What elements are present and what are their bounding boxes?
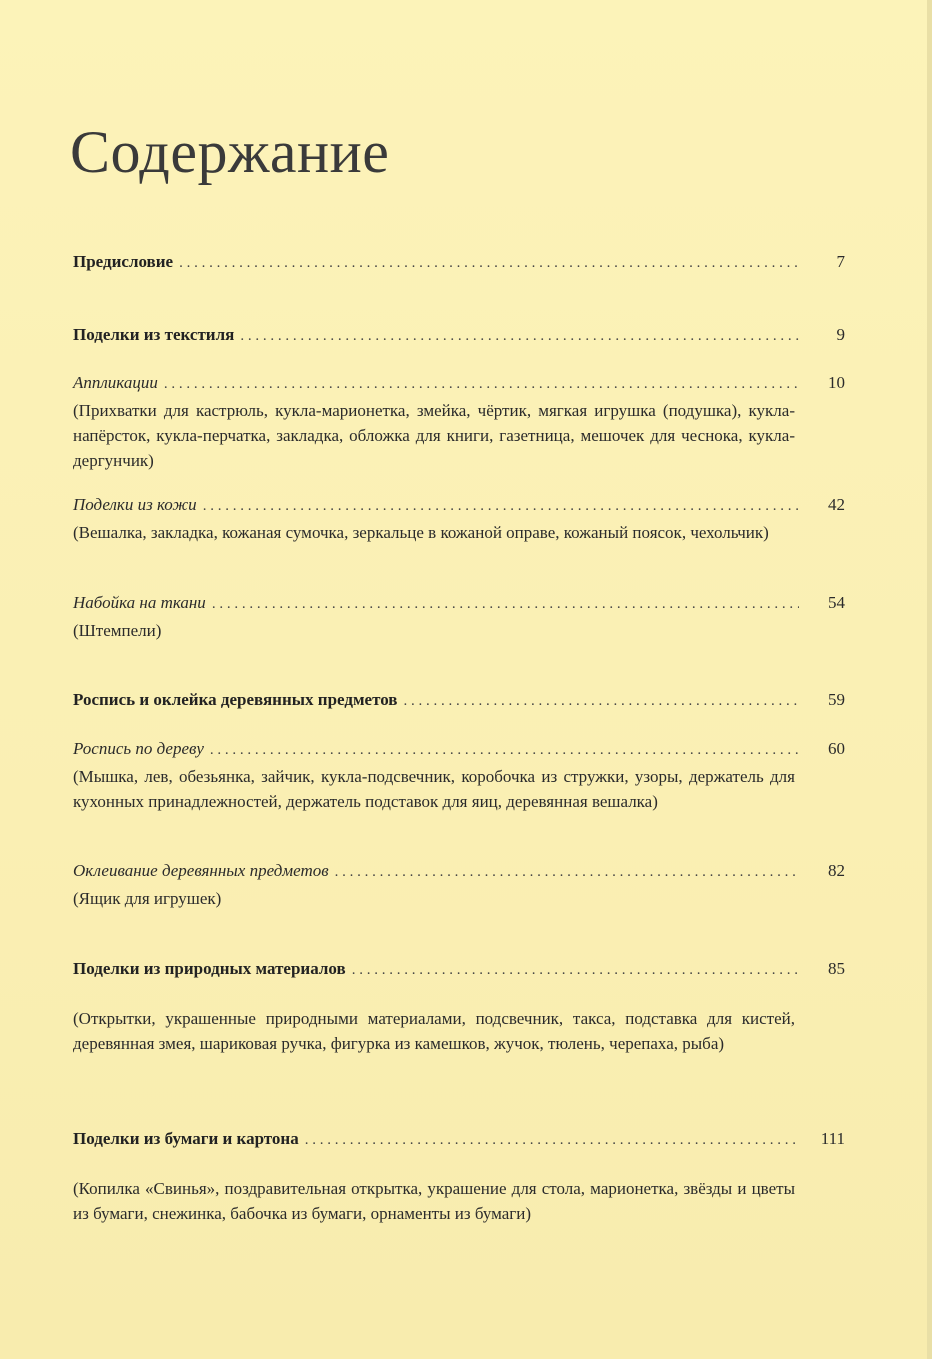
dot-leader	[335, 860, 799, 884]
toc-entry-label: Оклеивание деревянных предметов	[73, 861, 329, 880]
dot-leader	[240, 324, 799, 348]
toc-entry-label: Предисловие	[73, 252, 174, 271]
toc-entry-label: Поделки из текстиля	[73, 325, 235, 344]
toc-entry	[73, 250, 845, 275]
toc-entry-label: Поделки из природных материалов	[73, 959, 346, 978]
toc-page-number: 42	[828, 495, 845, 514]
dot-leader	[403, 689, 799, 713]
toc-page-number: 111	[820, 1129, 845, 1148]
page-title: Содержание	[70, 119, 390, 185]
toc-page-number: 7	[836, 252, 845, 271]
toc-entry-description: (Мышка, лев, обезьянка, зайчик, кукла-подсвечник, коробочка из стружки, узоры, держатель для кухонных принадлежностей, держатель подставок для яиц, деревянная вешалка)	[73, 767, 795, 811]
toc-entry-label: Роспись и оклейка деревянных предметов	[73, 690, 398, 709]
toc-entry-description: (Штемпели)	[73, 621, 162, 640]
toc-page-number: 82	[828, 861, 845, 880]
page-edge	[927, 0, 932, 1359]
dot-leader	[305, 1128, 799, 1152]
toc-entry	[73, 957, 845, 1056]
toc-entry-label: Набойка на ткани	[73, 593, 206, 612]
toc-entry-description: (Ящик для игрушек)	[73, 889, 222, 908]
dot-leader	[203, 494, 799, 518]
toc-entry	[73, 737, 845, 814]
toc-entry-label: Роспись по дереву	[73, 739, 204, 758]
toc-entry	[73, 1127, 845, 1226]
toc-entry	[73, 591, 845, 643]
toc-entry	[73, 859, 845, 911]
toc-entry-label: Аппликации	[73, 373, 158, 392]
toc-page-number: 60	[828, 739, 845, 758]
dot-leader	[210, 738, 799, 762]
toc-entry	[73, 323, 845, 348]
toc-entry-label: Поделки из кожи	[73, 495, 197, 514]
toc-page-number: 9	[836, 325, 845, 344]
toc-page-number: 54	[828, 593, 845, 612]
toc-entry	[73, 371, 845, 473]
toc-page-number: 59	[828, 690, 845, 709]
toc-entry-description: (Прихватки для кастрюль, кукла-марионетка, змейка, чёртик, мягкая игрушка (подушка), кукла-напёрсток, кукла-перчатка, закладка, обложка для книги, газетница, мешочек для чеснока, кукла-дергунчик)	[73, 401, 795, 470]
dot-leader	[212, 592, 799, 616]
dot-leader	[164, 372, 799, 396]
toc-entry	[73, 688, 845, 713]
toc-entry-description: (Открытки, украшенные природными материалами, подсвечник, такса, подставка для кистей, деревянная змея, шариковая ручка, фигурка из камешков, жучок, тюлень, черепаха, рыба)	[73, 1009, 795, 1053]
dot-leader	[352, 958, 799, 982]
toc-page-number: 85	[828, 959, 845, 978]
toc-entry-description: (Вешалка, закладка, кожаная сумочка, зеркальце в кожаной оправе, кожаный поясок, чехольчик)	[73, 523, 769, 542]
toc-entry	[73, 493, 845, 545]
toc-page-number: 10	[828, 373, 845, 392]
dot-leader	[179, 251, 799, 275]
toc-entry-description: (Копилка «Свинья», поздравительная открытка, украшение для стола, марионетка, звёзды и цветы из бумаги, снежинка, бабочка из бумаги, орнаменты из бумаги)	[73, 1179, 795, 1223]
toc-entry-label: Поделки из бумаги и картона	[73, 1129, 299, 1148]
